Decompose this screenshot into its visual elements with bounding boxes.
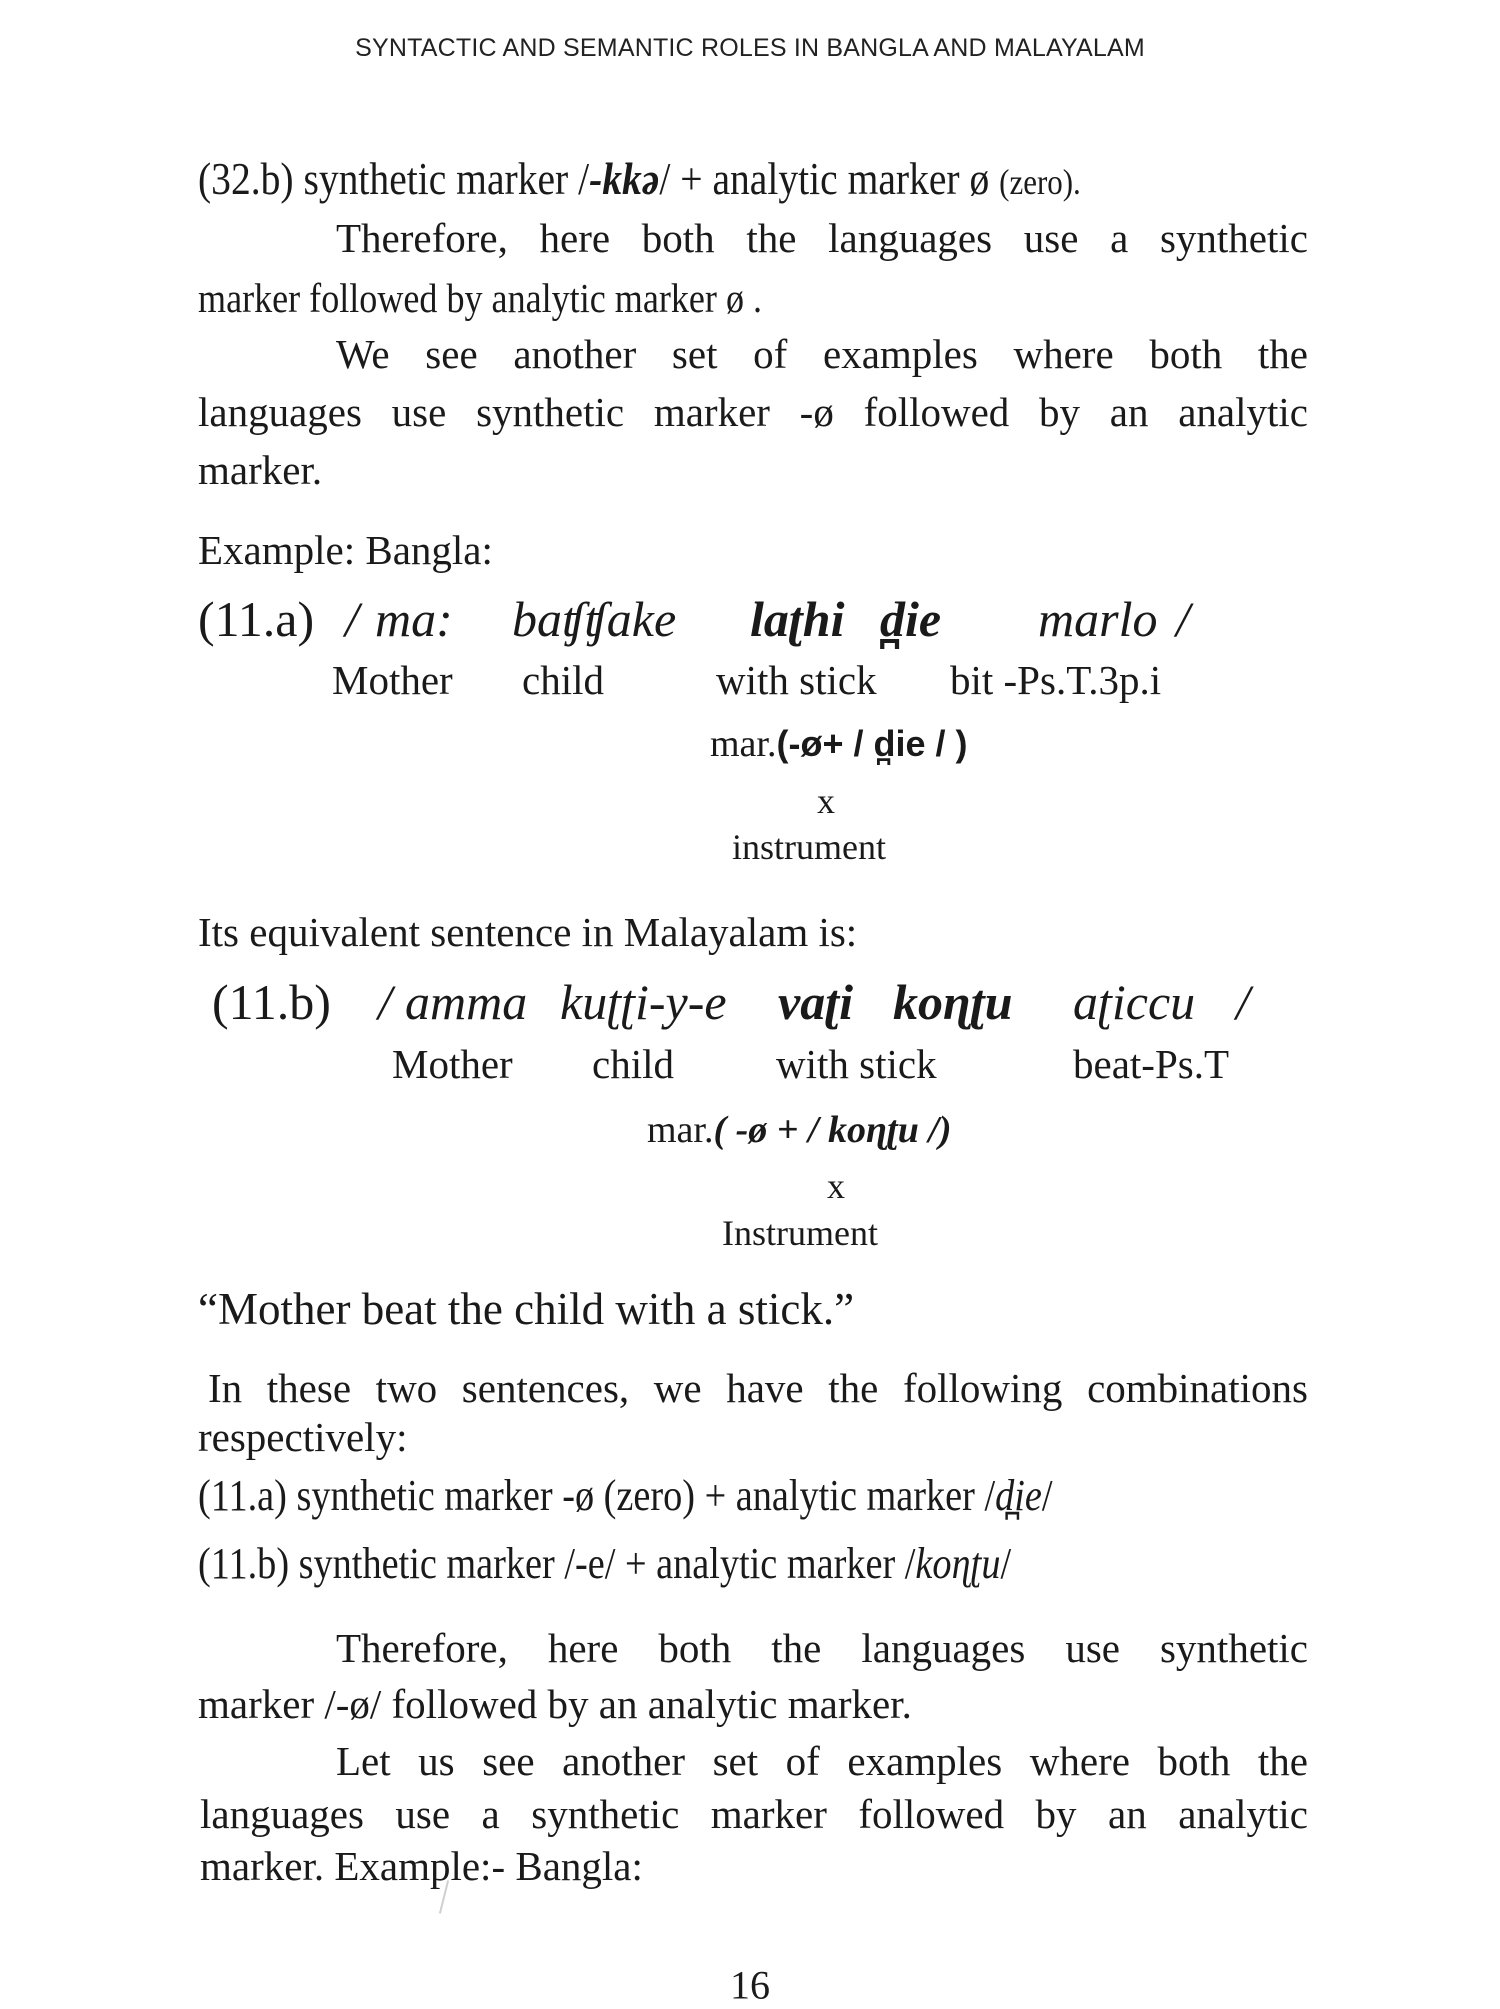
- example-11a-marker-line: [710, 722, 968, 766]
- paragraph-2-line-1: We see another set of examples where both the: [336, 331, 1308, 377]
- paragraph-1-line-1: Therefore, here both the languages use a synthetic: [336, 215, 1308, 261]
- example-11b-word-3: vaʈi: [778, 974, 853, 1030]
- combination-11a-text: synthetic marker -ø (zero) + analytic marker /: [296, 1471, 996, 1520]
- example-11b-slash-open: /: [378, 974, 392, 1030]
- paragraph-5-line-3: marker. Example:- Bangla:: [200, 1843, 643, 1889]
- page-number: 16: [730, 1962, 770, 2008]
- paragraph-4-line-1: Therefore, here both the languages use synthetic: [336, 1625, 1308, 1671]
- example-32b-text-b: / + analytic marker ø: [659, 153, 990, 204]
- combination-11a-label: (11.a): [198, 1471, 287, 1520]
- paragraph-5-line-1: Let us see another set of examples where both the: [336, 1738, 1308, 1784]
- combination-11b-text: synthetic marker /-e/ + analytic marker /: [298, 1539, 916, 1588]
- example-11b-mar-prefix: mar.: [647, 1109, 714, 1151]
- example-11b-gloss-1: Mother: [392, 1041, 513, 1087]
- example-11b-gloss-2: child: [592, 1041, 674, 1087]
- translation: “Mother beat the child with a stick.”: [198, 1284, 855, 1334]
- example-11a-x: x: [817, 781, 835, 821]
- example-11a-mar-body: (-ø+ / d̪ie / ): [776, 723, 968, 764]
- paragraph-2-line-2: languages use synthetic marker -ø followed by an analytic: [198, 389, 1308, 435]
- paragraph-1-line-2: marker followed by analytic marker ø .: [198, 275, 763, 321]
- example-1-intro: Example: Bangla:: [198, 527, 493, 573]
- running-header: SYNTACTIC AND SEMANTIC ROLES IN BANGLA AND MALAYALAM: [355, 34, 1145, 62]
- paragraph-2-line-3: marker.: [198, 447, 323, 493]
- combination-11a: [198, 1470, 1053, 1521]
- example-11a-gloss-4: bit -Ps.T.3p.i: [950, 657, 1162, 703]
- combination-11b: [198, 1538, 1011, 1589]
- paragraph-3-line-1: In these two sentences, we have the following combinations: [208, 1365, 1308, 1411]
- example-11b-x: x: [827, 1166, 845, 1206]
- paragraph-4-line-2: marker /-ø/ followed by an analytic marker.: [198, 1681, 912, 1727]
- example-11b-role: Instrument: [722, 1213, 878, 1253]
- combination-11b-close: /: [1000, 1539, 1012, 1588]
- combination-11a-close: /: [1041, 1471, 1053, 1520]
- example-11b-gloss-3: with stick: [776, 1041, 937, 1087]
- example-11b-word-4: koɳʈu: [893, 974, 1013, 1030]
- example-11b-word-2: kuʈʈi-y-e: [560, 974, 727, 1030]
- example-32b-label: (32.b): [198, 153, 294, 204]
- example-32b-line: [198, 152, 1081, 205]
- example-11a-slash-close: /: [1176, 591, 1190, 647]
- paragraph-5-line-2: languages use a synthetic marker followed by an analytic: [200, 1791, 1308, 1837]
- example-11a-word-4: d̪ie: [880, 591, 942, 647]
- example-11a-label: (11.a): [198, 591, 315, 647]
- example-11b-gloss-4: beat-Ps.T: [1073, 1041, 1229, 1087]
- example-11b-label: (11.b): [212, 974, 331, 1030]
- example-11b-marker-line: [647, 1108, 952, 1152]
- example-11a-role: instrument: [732, 827, 886, 867]
- example-11a-word-2: baʧʧake: [512, 591, 677, 647]
- example-11a-word-5: marlo: [1038, 591, 1158, 647]
- example-32b-zero: (zero).: [999, 162, 1081, 202]
- combination-11b-marker: koɳʈu: [915, 1539, 1001, 1588]
- example-11a-mar-prefix: mar.: [710, 723, 777, 765]
- equivalent-intro: Its equivalent sentence in Malayalam is:: [198, 909, 858, 955]
- example-11b-word-5: aʈiccu: [1073, 974, 1196, 1030]
- example-11a-gloss-3: with stick: [716, 657, 877, 703]
- combination-11b-label: (11.b): [198, 1539, 290, 1588]
- example-32b-text-a: synthetic marker /: [303, 153, 590, 204]
- example-11a-gloss-2: child: [522, 657, 604, 703]
- example-11b-mar-body: ( -ø + / koɳʈu /): [713, 1109, 952, 1151]
- example-11a-gloss-1: Mother: [332, 657, 453, 703]
- combination-11a-marker: d̪ie: [995, 1471, 1042, 1520]
- example-11a-slash-open: /: [345, 591, 359, 647]
- example-11b-slash-close: /: [1236, 974, 1250, 1030]
- paragraph-3-line-2: respectively:: [198, 1414, 408, 1460]
- example-32b-marker: -kkə: [589, 153, 660, 204]
- example-11b-word-1: amma: [405, 974, 528, 1030]
- example-11a-word-1: ma:: [375, 591, 453, 647]
- example-11a-word-3: laʈhi: [750, 591, 845, 647]
